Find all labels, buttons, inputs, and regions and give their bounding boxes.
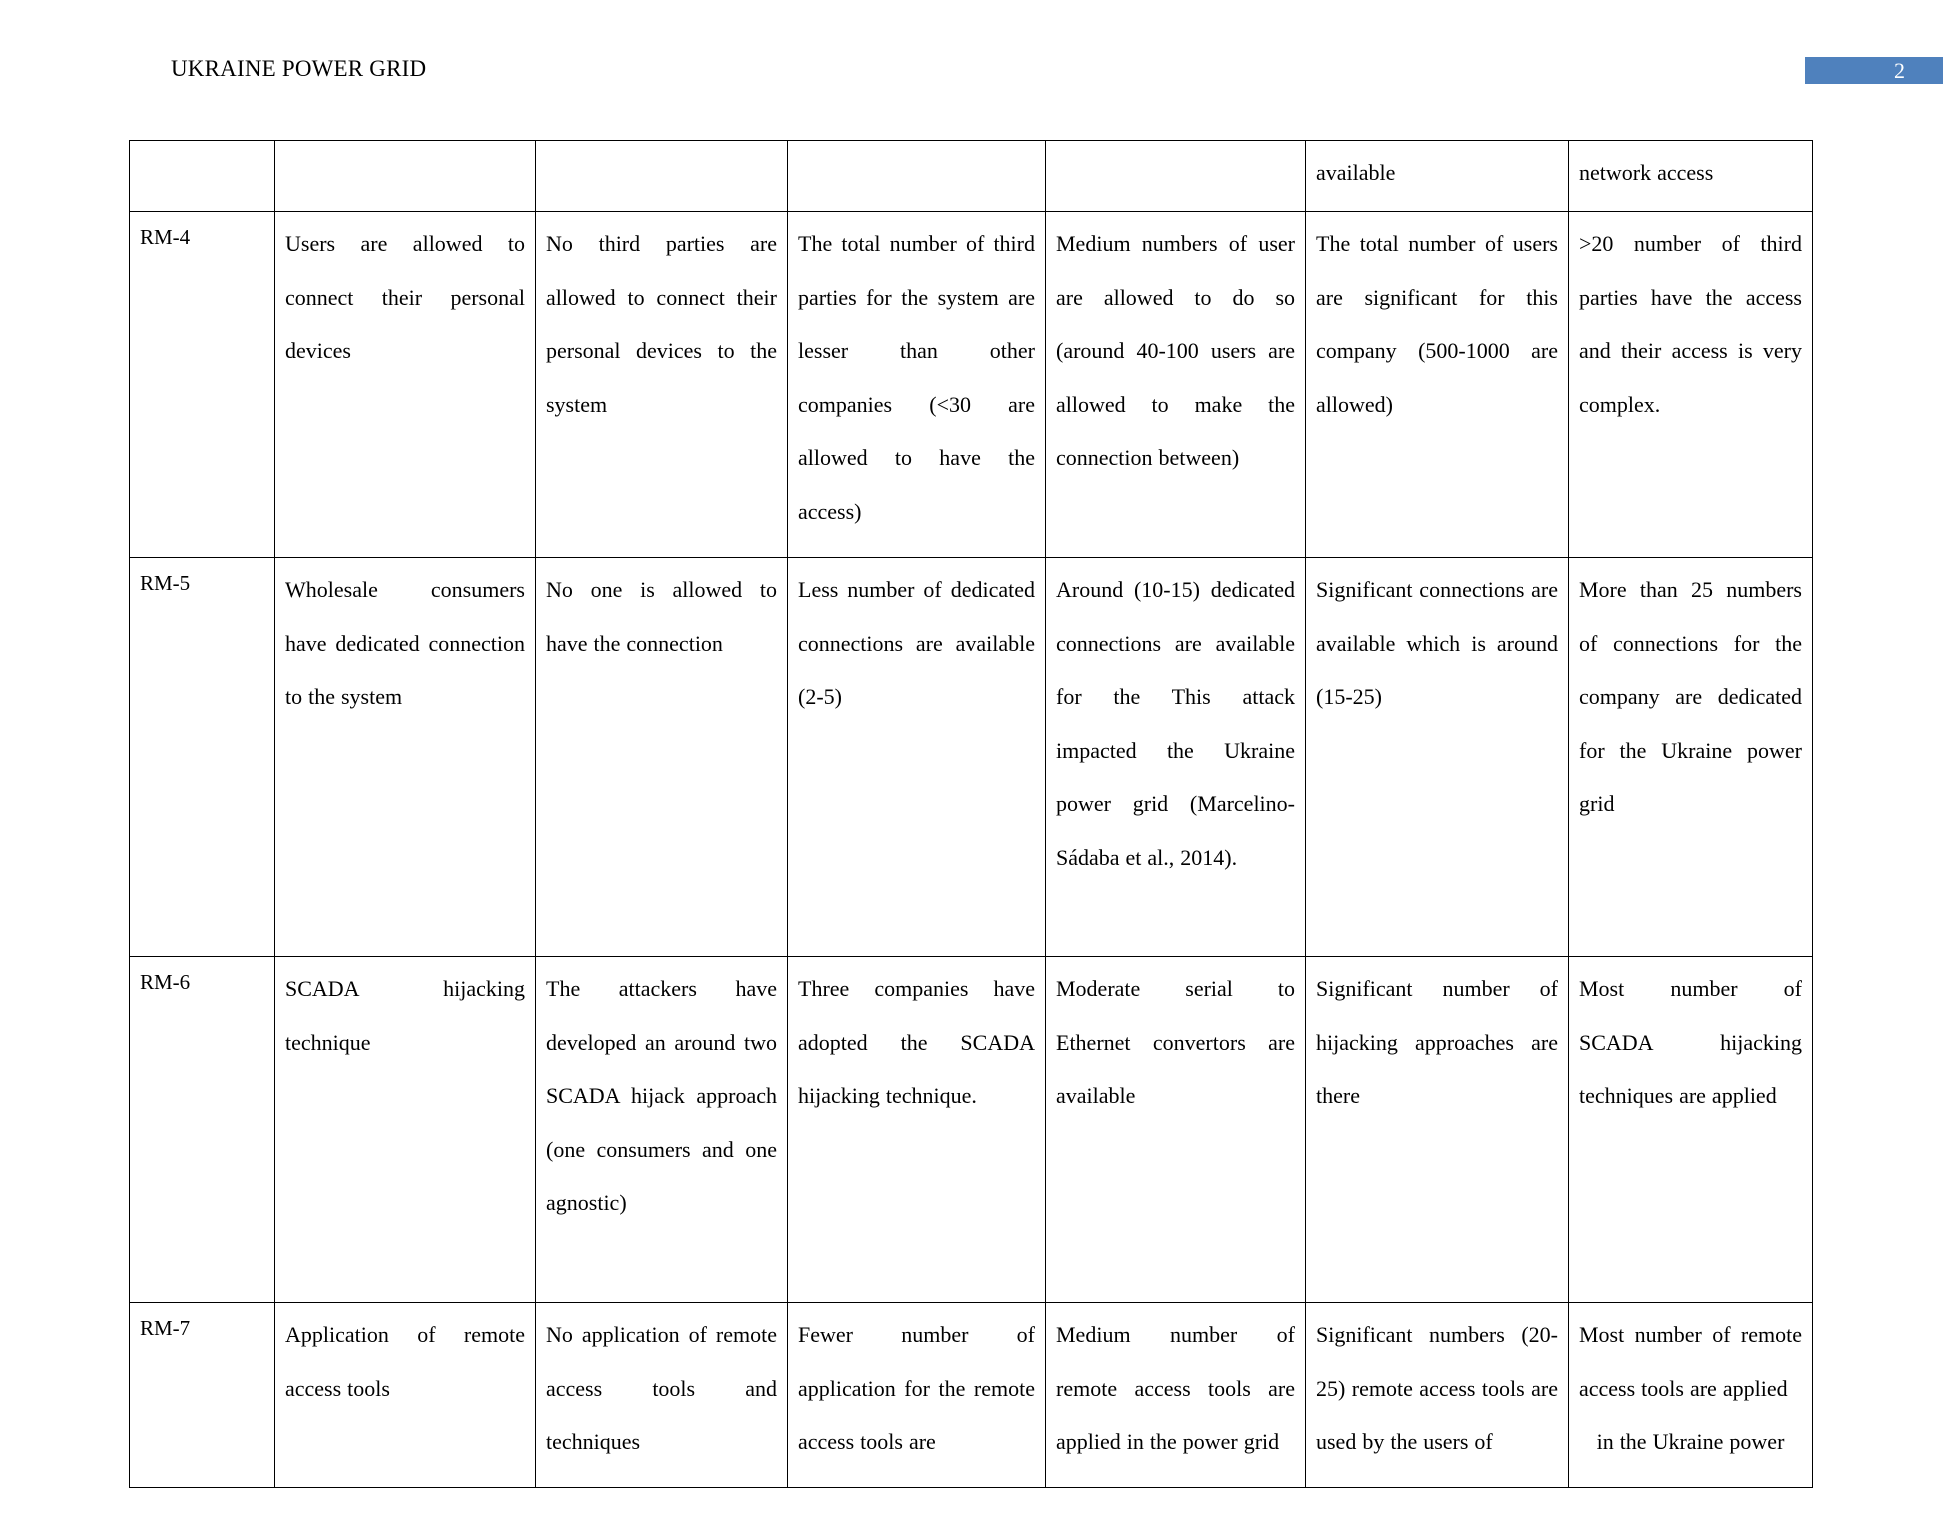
table-cell: The total number of third parties for the system are lesser than other companies (<30 are allowed to have the access) <box>788 212 1046 558</box>
table-cell: Wholesale consumers have dedicated connection to the system <box>275 558 536 957</box>
table-cell: No application of remote access tools and techniques <box>536 1303 788 1488</box>
table-row <box>130 212 1813 558</box>
table-cell: Significant number of hijacking approaches are there <box>1306 957 1569 1303</box>
table-cell: Fewer number of application for the remote access tools are <box>788 1303 1046 1488</box>
table-cell: Moderate serial to Ethernet convertors are available <box>1046 957 1306 1303</box>
table-cell: SCADA hijacking technique <box>275 957 536 1303</box>
table-cell: More than 25 numbers of connections for the company are dedicated for the Ukraine power grid <box>1569 558 1813 957</box>
risk-matrix-table <box>129 140 1813 1488</box>
row-id: RM-7 <box>130 1303 275 1488</box>
table-cell: Three companies have adopted the SCADA hijacking technique. <box>788 957 1046 1303</box>
table-cell: Significant numbers (20-25) remote access tools are used by the users of <box>1306 1303 1569 1488</box>
table-cell: No one is allowed to have the connection <box>536 558 788 957</box>
page-number: 2 <box>1805 57 1943 84</box>
running-head: UKRAINE POWER GRID <box>171 56 427 81</box>
row-id: RM-6 <box>130 957 275 1303</box>
table-cell: Application of remote access tools <box>275 1303 536 1488</box>
table-cell: The total number of users are significant for this company (500-1000 are allowed) <box>1306 212 1569 558</box>
table-cell: Significant connections are available which is around (15-25) <box>1306 558 1569 957</box>
table-cell <box>788 141 1046 212</box>
table-cell: network access <box>1569 141 1813 212</box>
table-cell <box>275 141 536 212</box>
table-cell <box>130 141 275 212</box>
table-cell: Medium number of remote access tools are applied in the power grid <box>1046 1303 1306 1488</box>
table-cell: Less number of dedicated connections are available (2-5) <box>788 558 1046 957</box>
table-cell <box>1569 1303 1813 1488</box>
table-cell <box>536 141 788 212</box>
table-cell: >20 number of third parties have the access and their access is very complex. <box>1569 212 1813 558</box>
table-cell: Most number of SCADA hijacking techniques are applied <box>1569 957 1813 1303</box>
cell-text: Most number of remote access tools are applied <box>1579 1322 1802 1401</box>
cell-text-last-line: in the Ukraine power <box>1596 1429 1785 1455</box>
table-cell <box>1046 141 1306 212</box>
table-cell: available <box>1306 141 1569 212</box>
table-cell: Medium numbers of user are allowed to do so (around 40-100 users are allowed to make the connection between) <box>1046 212 1306 558</box>
table-row <box>130 957 1813 1303</box>
table-row <box>130 558 1813 957</box>
table-cell: The attackers have developed an around two SCADA hijack approach (one consumers and one agnostic) <box>536 957 788 1303</box>
table-row-continuation <box>130 141 1813 212</box>
table-cell: Around (10-15) dedicated connections are available for the This attack impacted the Ukraine power grid (Marcelino-Sádaba et al., 2014). <box>1046 558 1306 957</box>
table-row <box>130 1303 1813 1488</box>
row-id: RM-5 <box>130 558 275 957</box>
row-id: RM-4 <box>130 212 275 558</box>
table-cell: Users are allowed to connect their personal devices <box>275 212 536 558</box>
table-cell: No third parties are allowed to connect their personal devices to the system <box>536 212 788 558</box>
